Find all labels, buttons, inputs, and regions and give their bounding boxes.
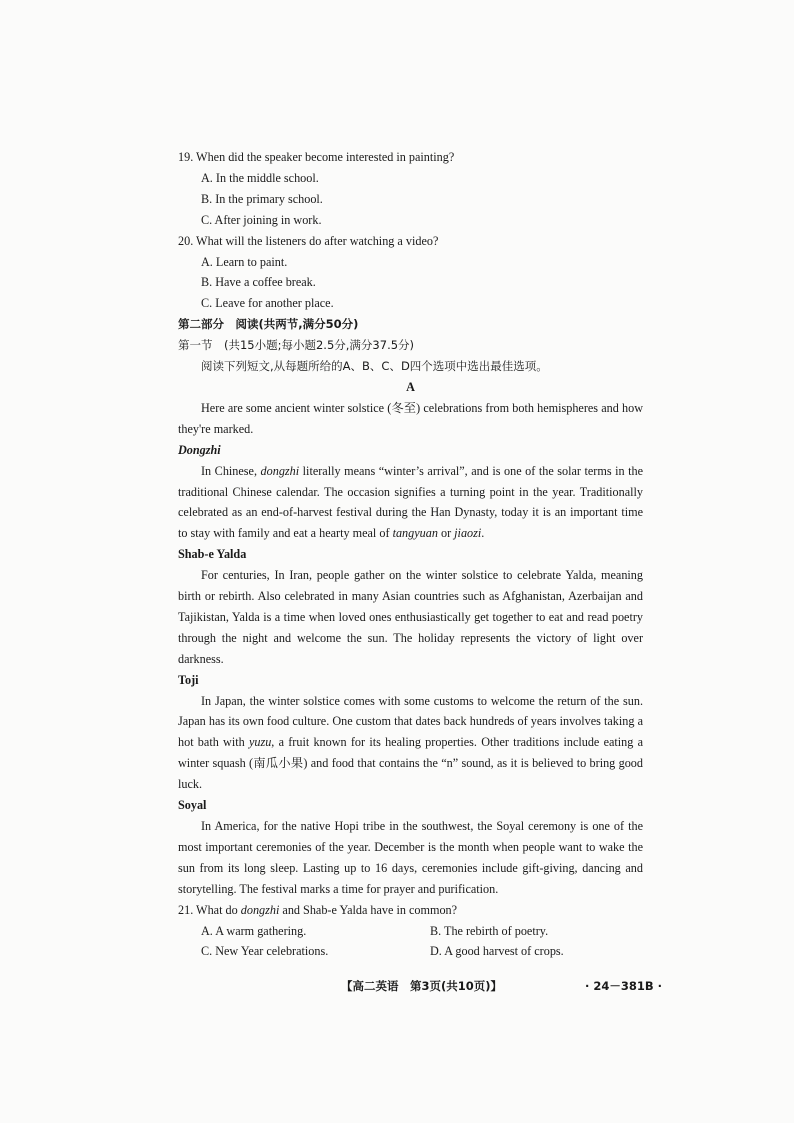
- soyal-text: In America, for the native Hopi tribe in the southwest, the Soyal ceremony is one of the most important ceremonies of the year. December is the month when people want to wake the sun from its long sleep. Lasting up to 16 days, ceremonies include gift-giving, dancing and storytelling. The festival marks a time for prayer and purification.: [178, 819, 643, 896]
- question-19-stem: 19. When did the speaker become interested in painting?: [178, 150, 455, 164]
- question-20-option-b: B. Have a coffee break.: [201, 275, 316, 290]
- toji-text-2: , a fruit known for its healing properties. Other traditions include eating a winter squash (南瓜小果) and food that contains the “n” sound, as it is believed to bring good luck.: [178, 735, 643, 792]
- question-19-option-c: C. After joining in work.: [201, 212, 322, 227]
- yuzu-term: yuzu: [248, 735, 272, 750]
- dongzhi-text-2: literally means “winter’s arrival”, and is one of the solar terms in the traditional Chinese calendar. The occasion signifies a turning point in the year. Traditionally celebrated as an end-of-harvest festival during the Han Dynasty, today it is an important time to stay with family and eat a hearty meal of: [178, 463, 643, 541]
- question-21-options-row-2: [178, 941, 643, 962]
- soyal-heading: Soyal: [178, 798, 207, 813]
- dongzhi-text-3: or: [437, 526, 455, 541]
- dongzhi-heading: Dongzhi: [178, 442, 221, 457]
- question-21-stem: [178, 900, 643, 921]
- exam-code: · 24－381B ·: [585, 979, 663, 993]
- page-number-label: 【高二英语 第3页(共10页)】: [341, 979, 503, 993]
- page-content: [178, 147, 643, 962]
- question-21-option-d: D. A good harvest of crops.: [430, 944, 564, 959]
- dongzhi-paragraph: [178, 461, 643, 545]
- q21-stem-post: and Shab-e Yalda have in common?: [279, 902, 458, 917]
- toji-text-1: In Japan, the winter solstice comes with some customs to welcome the return of the sun. Japan has its own food culture. One custom that dates back hundreds of years involves taking a hot bath with: [178, 693, 643, 750]
- soyal-paragraph: [178, 816, 643, 900]
- yalda-heading: Shab-e Yalda: [178, 547, 247, 562]
- question-21-option-b: B. The rebirth of poetry.: [430, 923, 549, 938]
- reading-instruction: 阅读下列短文,从每题所给的A、B、C、D四个选项中选出最佳选项。: [201, 359, 548, 374]
- question-19-option-a: A. In the middle school.: [201, 170, 319, 185]
- dongzhi-text-4: .: [481, 526, 485, 541]
- yalda-text: For centuries, In Iran, people gather on the winter solstice to celebrate Yalda, meaning birth or rebirth. Also celebrated in many Asian countries such as Afghanistan, Azerbaijan and Tajikistan, Yalda is a time when loved ones enthusiastically get together to eat and read poetry through the night and welcome the sun. The holiday represents the victory of light over darkness.: [178, 568, 643, 666]
- passage-intro: [178, 398, 643, 440]
- question-21-option-a: A. A warm gathering.: [201, 923, 307, 938]
- question-20-option-a: A. Learn to paint.: [201, 254, 288, 269]
- passage-label: A: [406, 379, 415, 394]
- toji-paragraph: [178, 691, 643, 796]
- dongzhi-text-1: In Chinese,: [201, 463, 261, 478]
- question-20-option-c: C. Leave for another place.: [201, 296, 334, 311]
- question-21-options-row-1: [178, 921, 643, 942]
- part-two-title: 第二部分 阅读(共两节,满分50分): [178, 317, 359, 332]
- passage-intro-text: Here are some ancient winter solstice (冬至) celebrations from both hemispheres and how they're marked.: [178, 400, 643, 436]
- question-19-option-b: B. In the primary school.: [201, 191, 323, 206]
- question-20-stem: 20. What will the listeners do after watching a video?: [178, 233, 439, 248]
- q21-stem-pre: 21. What do: [178, 902, 241, 917]
- section-one-title: 第一节 (共15小题;每小题2.5分,满分37.5分): [178, 338, 415, 353]
- tangyuan-term: tangyuan: [392, 526, 438, 541]
- dongzhi-term: dongzhi: [260, 463, 300, 478]
- q21-stem-term: dongzhi: [240, 902, 280, 917]
- toji-heading: Toji: [178, 672, 199, 687]
- question-21-option-c: C. New Year celebrations.: [201, 944, 329, 959]
- jiaozi-term: jiaozi: [454, 526, 482, 541]
- yalda-paragraph: [178, 565, 643, 670]
